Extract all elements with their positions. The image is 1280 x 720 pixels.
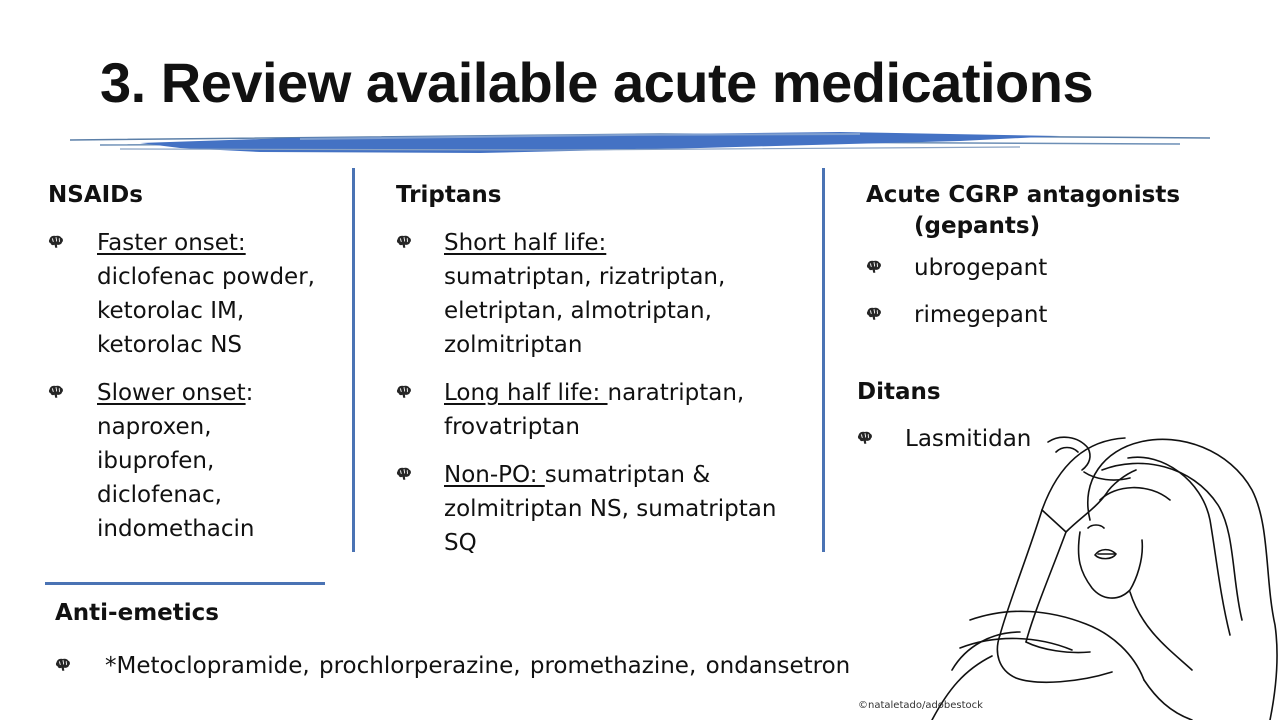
gepants-heading-line2: (gepants) (914, 213, 1041, 239)
antiemetics-list (55, 649, 935, 683)
item-text: ubrogepant (914, 255, 1048, 281)
item-text: naratriptan, frovatriptan (444, 380, 745, 440)
list-item (866, 251, 1266, 285)
triptans-list (396, 226, 796, 560)
brain-icon (48, 235, 64, 249)
gepants-heading-line1: Acute CGRP antagonists (866, 182, 1181, 208)
item-label: Long half life: (444, 380, 608, 406)
ditans-heading: Ditans (857, 379, 941, 405)
list-item (55, 649, 935, 683)
item-label: Short half life: (444, 230, 607, 256)
item-text: sumatriptan, rizatriptan, eletriptan, almotriptan, zolmitriptan (444, 264, 726, 358)
brain-icon (857, 431, 873, 445)
item-text: rimegepant (914, 302, 1048, 328)
list-item (396, 458, 796, 560)
item-label-colon: : (245, 380, 254, 406)
triptans-heading: Triptans (396, 182, 502, 208)
list-item (396, 376, 796, 444)
antiemetics-heading: Anti-emetics (55, 600, 219, 626)
brain-icon (396, 385, 412, 399)
brain-icon (48, 385, 64, 399)
brain-icon (866, 307, 882, 321)
item-text: *Metoclopramide, prochlorperazine, promethazine, ondansetron (105, 653, 851, 679)
antiemetics-section (55, 598, 935, 683)
brain-icon (396, 235, 412, 249)
nsaids-column (48, 180, 348, 546)
list-item (396, 226, 796, 362)
item-label: Slower onset (97, 380, 246, 406)
brush-stroke-divider (60, 126, 1220, 160)
item-text: sumatriptan & zolmitriptan NS, sumatriptan SQ (444, 462, 777, 556)
section-divider (45, 582, 325, 585)
column-divider (352, 168, 355, 552)
item-text: naproxen, ibuprofen, diclofenac, indomethacin (97, 414, 255, 542)
gepants-heading (866, 180, 1266, 242)
brain-icon (396, 467, 412, 481)
triptans-column (396, 180, 796, 560)
slide-title: 3. Review available acute medications (100, 51, 1094, 114)
item-label: Non-PO: (444, 462, 545, 488)
image-credit: ©nataletado/adobestock (858, 700, 983, 711)
item-text: diclofenac powder, ketorolac IM, ketorolac NS (97, 264, 315, 358)
nsaids-heading: NSAIDs (48, 182, 143, 208)
gepants-list (866, 251, 1266, 332)
woman-headache-illustration (930, 420, 1280, 720)
item-label: Faster onset: (97, 230, 246, 256)
list-item (48, 226, 348, 362)
item-text: Lasmitidan (905, 426, 1032, 452)
list-item (866, 298, 1266, 332)
brain-icon (866, 260, 882, 274)
list-item (48, 376, 348, 546)
brain-icon (55, 658, 71, 672)
column-divider (822, 168, 825, 552)
nsaids-list (48, 226, 348, 546)
gepants-column (866, 180, 1266, 332)
